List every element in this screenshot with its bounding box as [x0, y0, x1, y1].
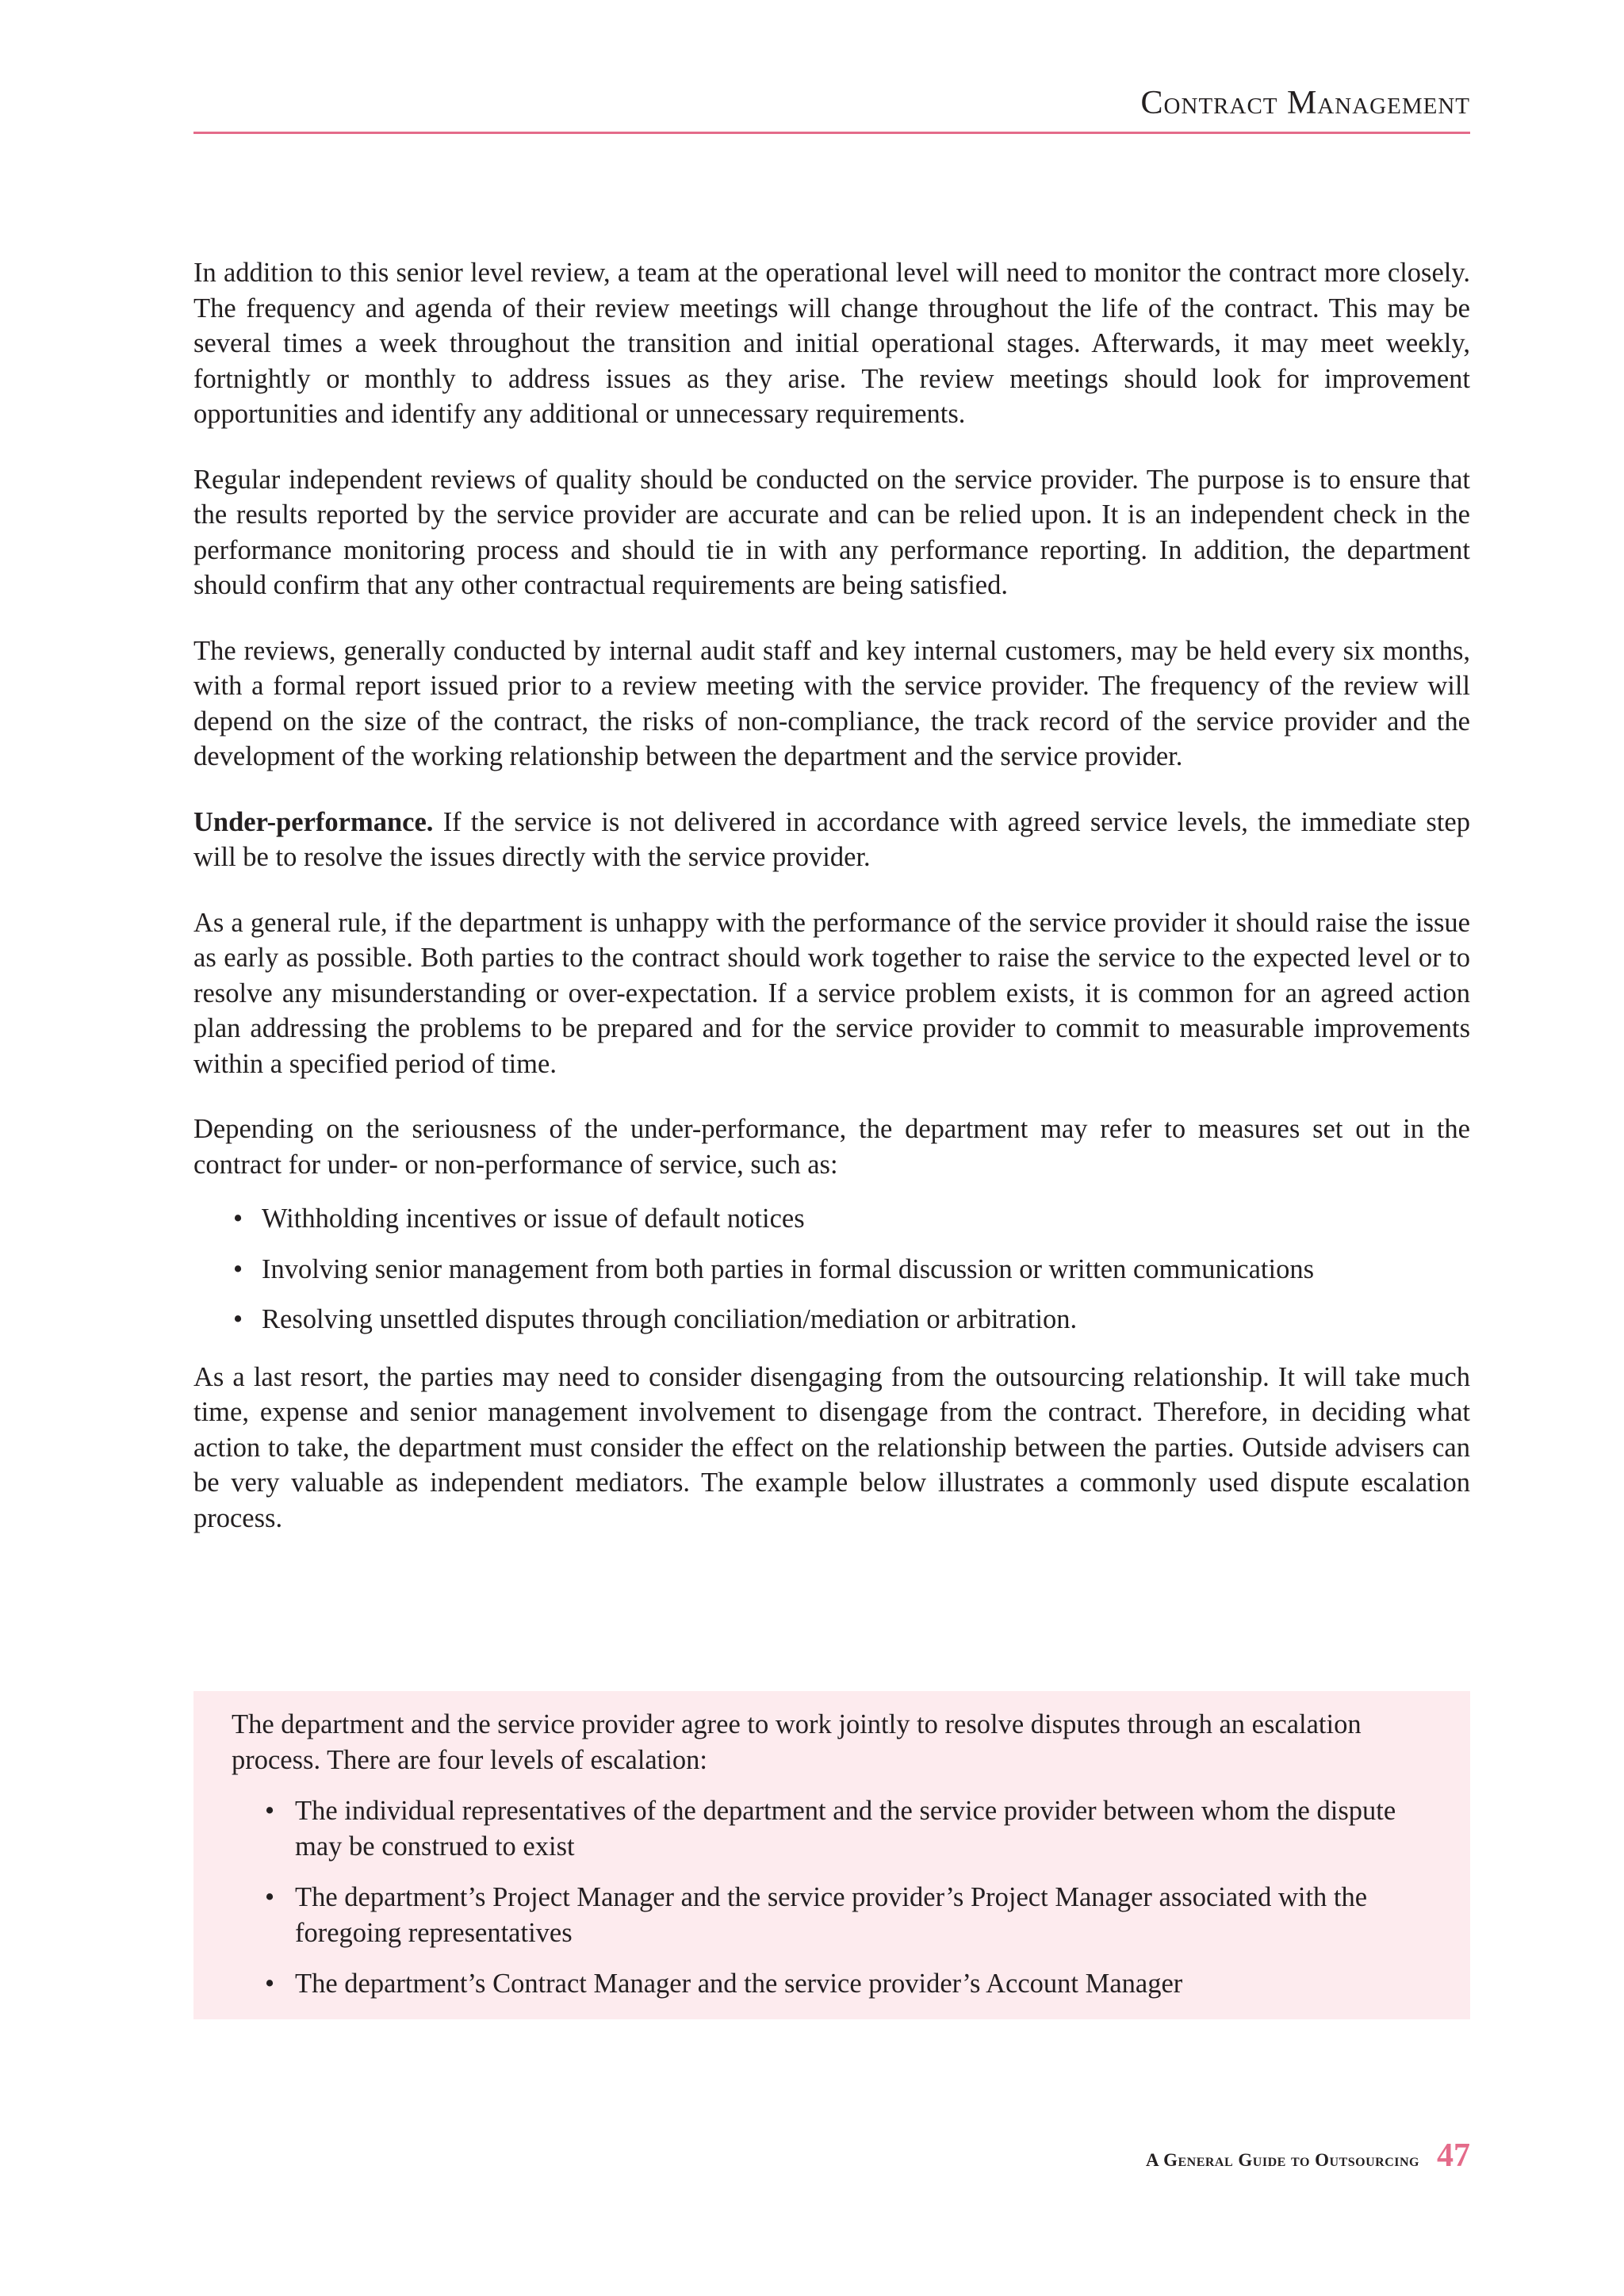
list-item: • The individual representatives of the department and the service provider between whom the dispute may be construed to exist [232, 1793, 1432, 1864]
paragraph-operational-review: In addition to this senior level review, a team at the operational level will need to monitor the contract more closely. The frequency and agenda of their review meetings will change throughout the life of the contract. This may be several times a week throughout the transition and initial operational stages. Afterwards, it may meet weekly, fortnightly or monthly to address issues as they arise. The review meetings should look for improvement opportunities and identify any additional or unnecessary requirements. [193, 258, 1470, 429]
paragraph-independent-reviews: Regular independent reviews of quality should be conducted on the service provider. The purpose is to ensure that the results reported by the service provider are accurate and can be relied upon. It is an independent check in the performance monitoring process and should tie in with any performance reporting. In addition, the department should confirm that any other contractual requirements are being satisfied. [193, 464, 1470, 600]
list-item: • Withholding incentives or issue of default notices [193, 1201, 1470, 1237]
page-header [193, 79, 1470, 134]
measures-list [193, 1201, 1470, 1337]
body-text [193, 255, 1470, 1566]
page-number: 47 [1437, 2137, 1470, 2174]
paragraph-general-rule: As a general rule, if the department is unhappy with the performance of the service provider it should raise the issue as early as possible. Both parties to the contract should work together to raise the service to the expected level or to resolve any misunderstanding or over-expectation. If a service problem exists, it is common for an agreed action plan addressing the problems to be prepared and for the service provider to commit to measurable improvements within a specified period of time. [193, 907, 1470, 1079]
paragraph-seriousness: Depending on the seriousness of the under-performance, the department may refer to measures set out in the contract for under- or non-performance of service, such as: [193, 1114, 1470, 1180]
escalation-example-box [193, 1691, 1470, 2019]
footer-book-title: A General Guide to Outsourcing [1146, 2150, 1419, 2170]
paragraph-under-performance [193, 805, 1470, 875]
list-item: • The department’s Project Manager and the service provider’s Project Manager associated with the foregoing representatives [232, 1880, 1432, 1950]
list-item: • The department’s Contract Manager and the service provider’s Account Manager [232, 1966, 1432, 2002]
under-performance-text: If the service is not delivered in accordance with agreed service levels, the immediate step will be to resolve the issues directly with the service provider. [193, 806, 1470, 872]
under-performance-heading: Under-performance. [193, 806, 434, 837]
example-intro: The department and the service provider agree to work jointly to resolve disputes through an escalation process. There are four levels of escalation: [232, 1709, 1362, 1775]
list-item: • Involving senior management from both parties in formal discussion or written communications [193, 1252, 1470, 1288]
list-item: • Resolving unsettled disputes through conciliation/mediation or arbitration. [193, 1302, 1470, 1337]
paragraph-last-resort: As a last resort, the parties may need to consider disengaging from the outsourcing relationship. It will take much time, expense and senior management involvement to disengage from the contract. Therefore, in deciding what action to take, the department must consider the effect on the relationship between the parties. Outside advisers can be very valuable as independent mediators. The example below illustrates a commonly used dispute escalation process. [193, 1361, 1470, 1533]
running-header-title: Contract Management [1140, 85, 1470, 121]
page-footer [1146, 2137, 1470, 2175]
escalation-levels-list [232, 1793, 1432, 2002]
paragraph-review-frequency: The reviews, generally conducted by internal audit staff and key internal customers, may be held every six months, with a formal report issued prior to a review meeting with the service provider. The frequency of the review will depend on the size of the contract, the risks of non-compliance, the track record of the service provider and the development of the working relationship between the department and the service provider. [193, 635, 1470, 771]
